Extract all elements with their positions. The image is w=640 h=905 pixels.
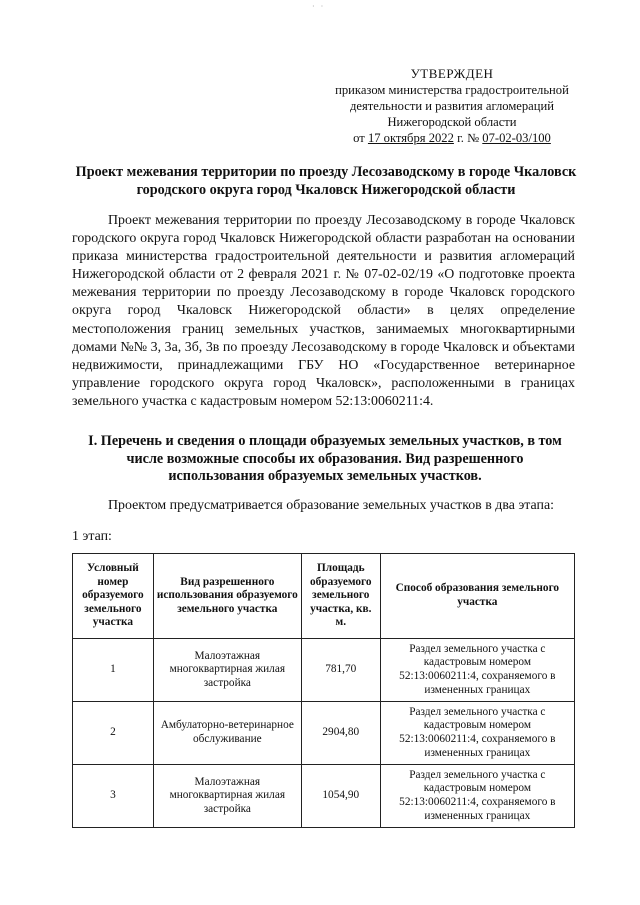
cell-area: 2904,80 [301,702,380,765]
cell-formation-method: Раздел земельного участка с кадастровым номером 52:13:0060211:4, сохраняемого в измененных границах [380,639,574,702]
approval-stamp [318,66,586,146]
header-formation-method: Способ образования земельного участка [380,554,574,639]
cell-formation-method: Раздел земельного участка с кадастровым номером 52:13:0060211:4, сохраняемого в измененных границах [380,702,574,765]
intro-text: Проект межевания территории по проезду Лесозаводскому в городе Чкаловск городского округа город Чкаловск Нижегородской области разработан на основании приказа министерства градостроительной деятельности и развития агломераций Нижегородской области от 2 февраля 2021 г. № 07-02-02/19 «О подготовке проекта межевания территории по проезду Лесозаводскому в городе Чкаловск городского округа город Чкаловск Нижегородской области» в целях определение местоположения границ земельных участков, занимаемых многоквартирными домами №№ 3, 3а, 3б, 3в по проезду Лесозаводскому в городе Чкаловск и объектами недвижимости, принадлежащими ГБУ НО «Государственное ветеринарное управление городского округа город Чкаловск», расположенными в границах земельного участка с кадастровым номером 52:13:0060211:4. [72,213,575,409]
table-header-row [73,554,575,639]
approval-date-mid: г. № [457,131,480,145]
intro-paragraph [72,212,575,411]
approval-date-prefix: от [353,131,365,145]
approval-date: 17 октября 2022 [367,131,454,145]
approval-line-region: Нижегородской области [387,115,517,129]
approval-number: 07-02-03/100 [482,131,551,145]
cell-area: 1054,90 [301,765,380,828]
header-area: Площадь образуемого земельного участка, кв. м. [301,554,380,639]
cell-permitted-use: Амбулаторно-ветеринарное обслуживание [153,702,301,765]
document-title: Проект межевания территории по проезду Лесозаводскому в городе Чкаловск городского округа город Чкаловск Нижегородской области [75,164,577,198]
land-plots-table [72,553,575,828]
cell-formation-method: Раздел земельного участка с кадастровым номером 52:13:0060211:4, сохраняемого в измененных границах [380,765,574,828]
approval-line-activity: деятельности и развития агломераций [350,99,554,113]
header-plot-number: Условный номер образуемого земельного участка [73,554,154,639]
cell-plot-number: 2 [73,702,154,765]
approval-heading: УТВЕРЖДЕН [410,66,494,81]
cell-plot-number: 1 [73,639,154,702]
section-heading [78,433,572,486]
cell-area: 781,70 [301,639,380,702]
approval-date-line [318,130,586,146]
header-permitted-use: Вид разрешенного использования образуемого земельного участка [153,554,301,639]
stages-text: Проектом предусматривается образование земельных участков в два этапа: [108,498,554,513]
cell-permitted-use: Малоэтажная многоквартирная жилая застройка [153,765,301,828]
approval-line-order: приказом министерства градостроительной [335,83,569,97]
table-row [73,702,575,765]
stage-label: 1 этап: [72,529,112,544]
cell-plot-number: 3 [73,765,154,828]
table-row [73,639,575,702]
section-title: Перечень и сведения о площади образуемых земельных участков, в том числе возможные способы их образования. Вид разрешенного использования образуемых земельных участков. [100,433,562,484]
section-number: I. [88,433,98,449]
table-row [73,765,575,828]
cell-permitted-use: Малоэтажная многоквартирная жилая застройка [153,639,301,702]
scan-artifact: · · [312,2,326,11]
